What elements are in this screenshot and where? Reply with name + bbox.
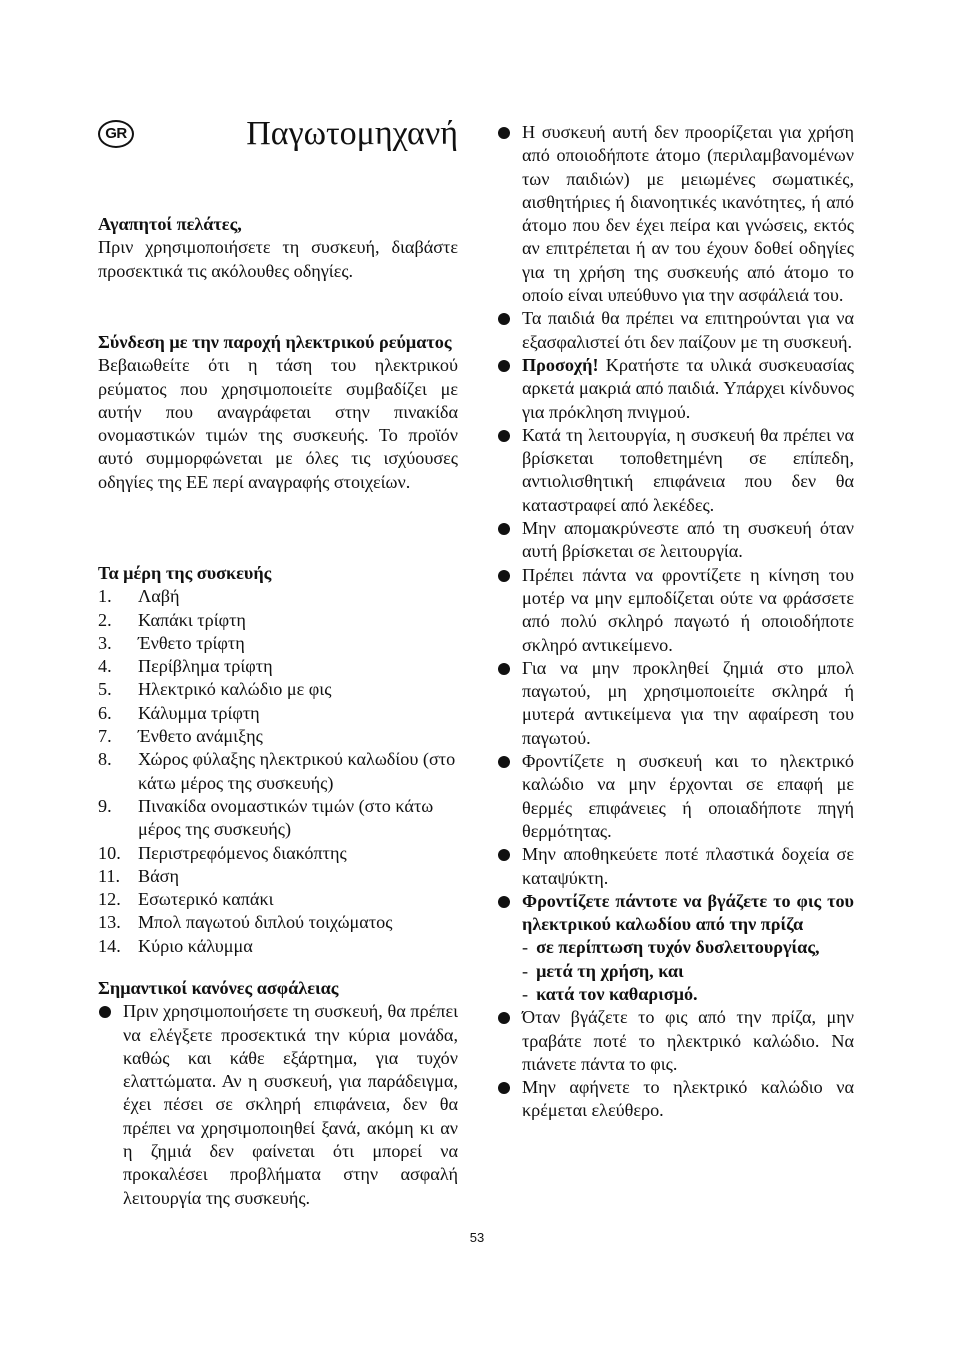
warning-label: Προσοχή!: [522, 354, 599, 375]
bullet-icon: [498, 127, 510, 139]
list-item: Προσοχή! Κρατήστε τα υλικά συσκευασίας αρκετά μακριά από παιδιά. Υπάρχει κίνδυνος για πρόκληση πνιγμού.: [497, 354, 854, 424]
list-item: 14. Κύριο κάλυμμα: [98, 935, 253, 956]
list-item: 4. Περίβλημα τρίφτη: [98, 656, 273, 677]
safety-heading: Σημαντικοί κανόνες ασφάλειας: [98, 978, 339, 998]
greeting-section: [98, 213, 458, 283]
list-item: 7. Ένθετο ανάμιξης: [98, 726, 263, 747]
page-number: 53: [469, 1230, 485, 1245]
parts-heading: Τα μέρη της συσκευής: [98, 563, 272, 583]
greeting-heading: Αγαπητοί πελάτες,: [98, 214, 242, 234]
safety-list-right: [497, 121, 854, 1123]
list-item: Φροντίζετε η συσκευή και το ηλεκτρικό καλώδιο να μην έρχονται σε επαφή με θερμές επιφάνειες ή οποιαδήποτε πηγή θερμότητας.: [497, 750, 854, 843]
power-heading: Σύνδεση με την παροχή ηλεκτρικού ρεύματος: [98, 332, 452, 352]
bullet-icon: [498, 430, 510, 442]
bullet-icon: [498, 360, 510, 372]
list-item: Κατά τη λειτουργία, η συσκευή θα πρέπει να βρίσκεται τοποθετημένη σε επίπεδη, αντιολισθητική επιφάνεια που δεν θα καταστραφεί από λεκέδες.: [497, 424, 854, 517]
bullet-icon: [99, 1006, 111, 1018]
list-item: Μην απομακρύνεστε από τη συσκευή όταν αυτή βρίσκεται σε λειτουργία.: [497, 517, 854, 564]
list-item: Πρέπει πάντα να φροντίζετε η κίνηση του μοτέρ να μην εμποδίζεται ούτε να φράσσετε από πολύ σκληρό παγωτό ή οποιοδήποτε σκληρό αντικείμενο.: [497, 564, 854, 657]
list-item: 12. Εσωτερικό καπάκι: [98, 889, 274, 910]
safety-section: [98, 977, 458, 1210]
unplug-cases-list: [522, 936, 854, 1006]
bullet-icon: [498, 849, 510, 861]
list-item: - σε περίπτωση τυχόν δυσλειτουργίας,: [522, 937, 820, 958]
list-item: Μην αφήνετε το ηλεκτρικό καλώδιο να κρέμεται ελεύθερο.: [497, 1076, 854, 1123]
safety-list-left: [98, 1000, 458, 1210]
list-item: Η συσκευή αυτή δεν προορίζεται για χρήση από οποιοδήποτε άτομο (περιλαμβανομένων των παιδιών) με μειωμένες σωματικές, αισθητήριες ή διανοητικές ικανότητες, ή από άτομο που δεν έχει πείρα και γνώσεις, εκτός αν επιτρέπεται ή αν του έχουν δοθεί οδηγίες για τη χρήση της συσκευής από άτομο το οποίο είναι υπεύθυνο για την ασφάλειά του.: [497, 121, 854, 307]
list-item: 1. Λαβή: [98, 586, 180, 607]
list-item: 11. Βάση: [98, 865, 179, 886]
bullet-icon: [498, 1012, 510, 1024]
bullet-icon: [498, 570, 510, 582]
bullet-icon: [498, 523, 510, 535]
list-item: Φροντίζετε πάντοτε να βγάζετε το φις του ηλεκτρικού καλωδίου από την πρίζα - σε περίπτωση τυχόν δυσλειτουργίας, - μετά τη χρήση, και - κατά τον καθαρισμό.: [497, 890, 854, 1006]
bullet-icon: [498, 756, 510, 768]
bullet-icon: [498, 313, 510, 325]
list-item: Πριν χρησιμοποιήσετε τη συσκευή, θα πρέπει να ελέγξετε προσεκτικά την κύρια μονάδα, καθώς και κάθε εξάρτημα, για τυχόν ελαττώματα. Αν η συσκευή, για παράδειγμα, έχει πέσει σε σκληρή επιφάνεια, δεν θα πρέπει να χρησιμοποιηθεί ξανά, ακόμη κι αν η ζημιά δεν φαίνεται ότι μπορεί να προκαλέσει προβλήματα στην ασφαλή λειτουργία της συσκευής.: [98, 1000, 458, 1210]
list-item: Όταν βγάζετε το φις από την πρίζα, μην τραβάτε ποτέ το ηλεκτρικό καλώδιο. Να πιάνετε πάντα το φις.: [497, 1006, 854, 1076]
list-item: Για να μην προκληθεί ζημιά στο μπολ παγωτού, μη χρησιμοποιείτε σκληρά ή μυτερά αντικείμενα για την αφαίρεση του παγωτού.: [497, 657, 854, 750]
bullet-icon: [498, 1082, 510, 1094]
page-title: Παγωτομηχανή: [246, 115, 458, 152]
power-text: Βεβαιωθείτε ότι η τάση του ηλεκτρικού ρεύματος που χρησιμοποιείτε συμβαδίζει με αυτήν που αναγράφεται στην πινακίδα ονομαστικών τιμών της συσκευής. Το προϊόν αυτό συμμορφώνεται με όλες τις ισχύουσες οδηγίες της ΕΕ περί αναγραφής στοιχείων.: [98, 355, 458, 492]
language-badge: GR: [98, 120, 134, 148]
list-item: Μην αποθηκεύετε ποτέ πλαστικά δοχεία σε καταψύκτη.: [497, 843, 854, 890]
list-item: 9. Πινακίδα ονομαστικών τιμών (στο κάτω μέρος της συσκευής): [98, 795, 434, 840]
list-item: 5. Ηλεκτρικό καλώδιο με φις: [98, 679, 332, 700]
greeting-text: Πριν χρησιμοποιήσετε τη συσκευή, διαβάστε προσεκτικά τις ακόλουθες οδηγίες.: [98, 237, 458, 281]
list-item: - κατά τον καθαρισμό.: [522, 983, 698, 1004]
parts-section: [98, 562, 458, 958]
list-item: 8. Χώρος φύλαξης ηλεκτρικού καλωδίου (στο κάτω μέρος της συσκευής): [98, 749, 456, 793]
list-item: Τα παιδιά θα πρέπει να επιτηρούνται για να εξασφαλιστεί ότι δεν παίζουν με τη συσκευή.: [497, 307, 854, 354]
parts-list: [98, 585, 458, 958]
list-item: 6. Κάλυμμα τρίφτη: [98, 702, 260, 723]
list-item: 10. Περιστρεφόμενος διακόπτης: [98, 842, 347, 863]
list-item: 13. Μπολ παγωτού διπλού τοιχώματος: [98, 912, 393, 933]
power-section: [98, 331, 458, 494]
bullet-icon: [498, 663, 510, 675]
list-item: 2. Καπάκι τρίφτη: [98, 609, 246, 630]
bullet-icon: [498, 896, 510, 908]
list-item: - μετά τη χρήση, και: [522, 960, 684, 981]
list-item: 3. Ένθετο τρίφτη: [98, 632, 245, 653]
